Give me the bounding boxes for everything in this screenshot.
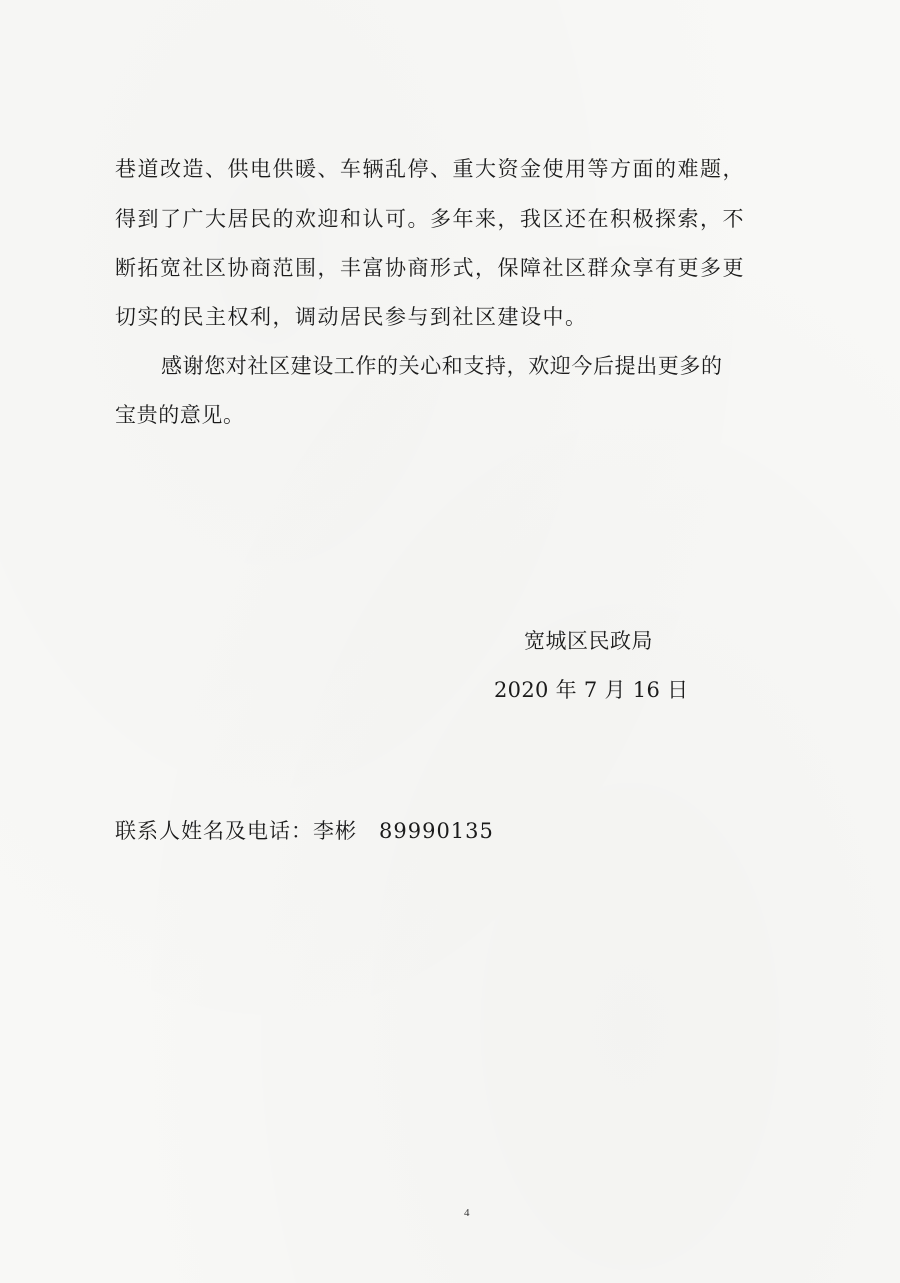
paragraph-line: 得到了广大居民的欢迎和认可。多年来，我区还在积极探索，不 xyxy=(115,207,745,231)
paragraph-line: 断拓宽社区协商范围，丰富协商形式，保障社区群众享有更多更 xyxy=(115,256,745,280)
contact-info xyxy=(115,818,494,844)
paragraph-line: 宝贵的意见。 xyxy=(115,403,245,427)
paragraph-line: 感谢您对社区建设工作的关心和支持，欢迎今后提出更多的 xyxy=(161,354,723,378)
paragraph-line: 切实的民主权利，调动居民参与到社区建设中。 xyxy=(115,305,588,329)
contact-phone: 89990135 xyxy=(379,819,494,843)
signature-organization: 宽城区民政局 xyxy=(524,629,653,653)
signature-date: 2020 年 7 月 16 日 xyxy=(494,678,689,702)
paragraph-line: 巷道改造、供电供暖、车辆乱停、重大资金使用等方面的难题， xyxy=(115,157,745,181)
page-number: 4 xyxy=(464,1207,470,1219)
contact-label: 联系人姓名及电话：李彬 xyxy=(115,819,357,843)
